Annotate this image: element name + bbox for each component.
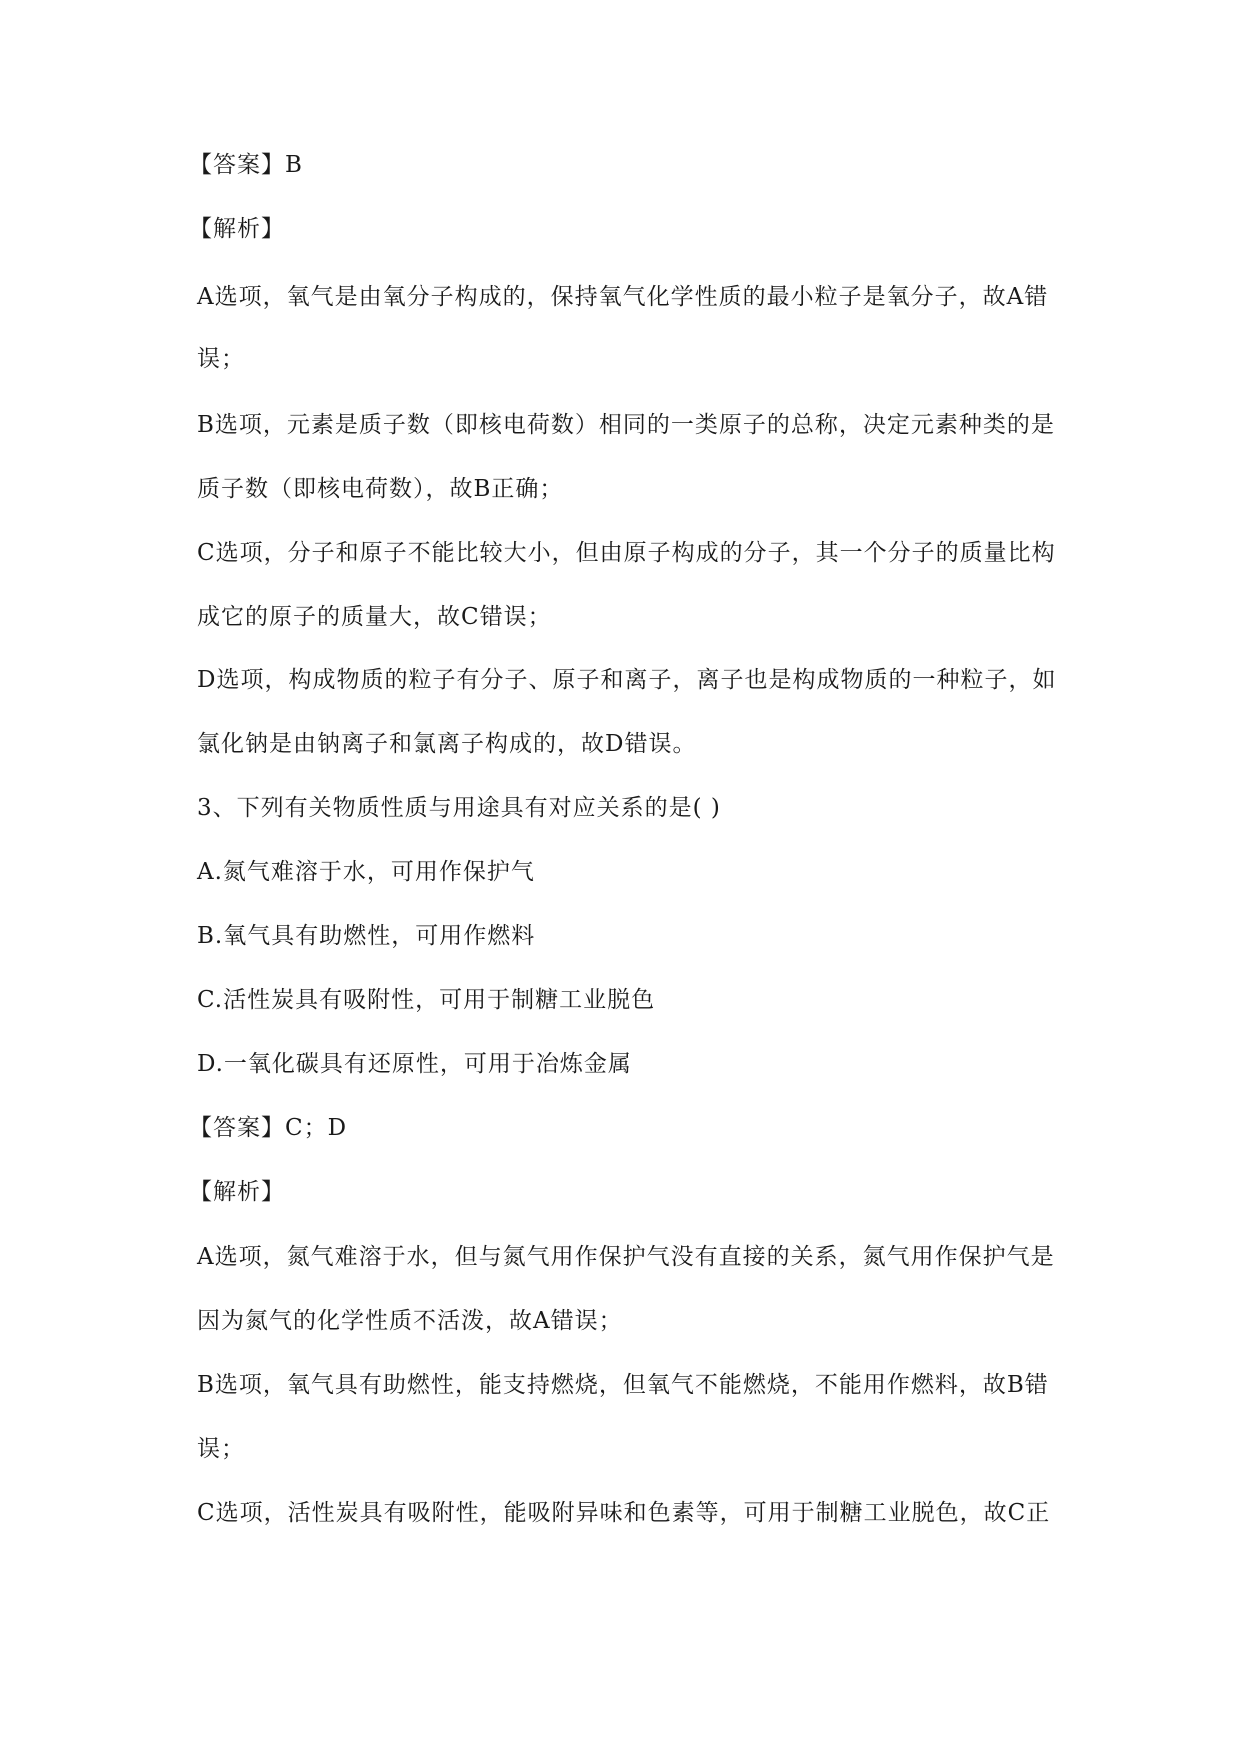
q2-explanation-c-line1: C选项，分子和原子不能比较大小，但由原子构成的分子，其一个分子的质量比构 <box>197 540 1056 566</box>
answer-label-1: 【答案】B <box>189 152 303 178</box>
analysis-label-1: 【解析】 <box>189 216 285 242</box>
q2-explanation-b-line1: B选项，元素是质子数（即核电荷数）相同的一类原子的总称，决定元素种类的是 <box>197 412 1055 438</box>
q3-explanation-b-line2: 误； <box>197 1436 245 1462</box>
answer-label-2: 【答案】C；D <box>189 1115 348 1141</box>
q2-explanation-d-line1: D选项，构成物质的粒子有分子、原子和离子，离子也是构成物质的一种粒子，如 <box>197 667 1057 693</box>
q3-explanation-a-line2: 因为氮气的化学性质不活泼，故A错误； <box>197 1308 623 1334</box>
q3-option-c: C.活性炭具有吸附性，可用于制糖工业脱色 <box>197 987 656 1013</box>
q2-explanation-c-line2: 成它的原子的质量大，故C错误； <box>197 604 552 630</box>
q3-explanation-a-line1: A选项，氮气难溶于水，但与氮气用作保护气没有直接的关系，氮气用作保护气是 <box>197 1244 1055 1270</box>
q3-explanation-b-line1: B选项，氧气具有助燃性，能支持燃烧，但氧气不能燃烧，不能用作燃料，故B错 <box>197 1372 1049 1398</box>
q2-explanation-b-line2: 质子数（即核电荷数），故B正确； <box>197 476 564 502</box>
q3-explanation-c-line1: C选项，活性炭具有吸附性，能吸附异味和色素等，可用于制糖工业脱色，故C正 <box>197 1500 1051 1526</box>
q2-explanation-a-line2: 误； <box>197 346 245 372</box>
q3-option-d: D.一氧化碳具有还原性，可用于冶炼金属 <box>197 1051 632 1077</box>
q3-option-a: A.氮气难溶于水，可用作保护气 <box>197 859 535 885</box>
q3-stem: 3、下列有关物质性质与用途具有对应关系的是( ) <box>197 795 721 821</box>
q2-explanation-d-line2: 氯化钠是由钠离子和氯离子构成的，故D错误。 <box>197 731 697 757</box>
q3-option-b: B.氧气具有助燃性，可用作燃料 <box>197 923 536 949</box>
q2-explanation-a-line1: A选项，氧气是由氧分子构成的，保持氧气化学性质的最小粒子是氧分子，故A错 <box>197 284 1049 310</box>
analysis-label-2: 【解析】 <box>189 1179 285 1205</box>
